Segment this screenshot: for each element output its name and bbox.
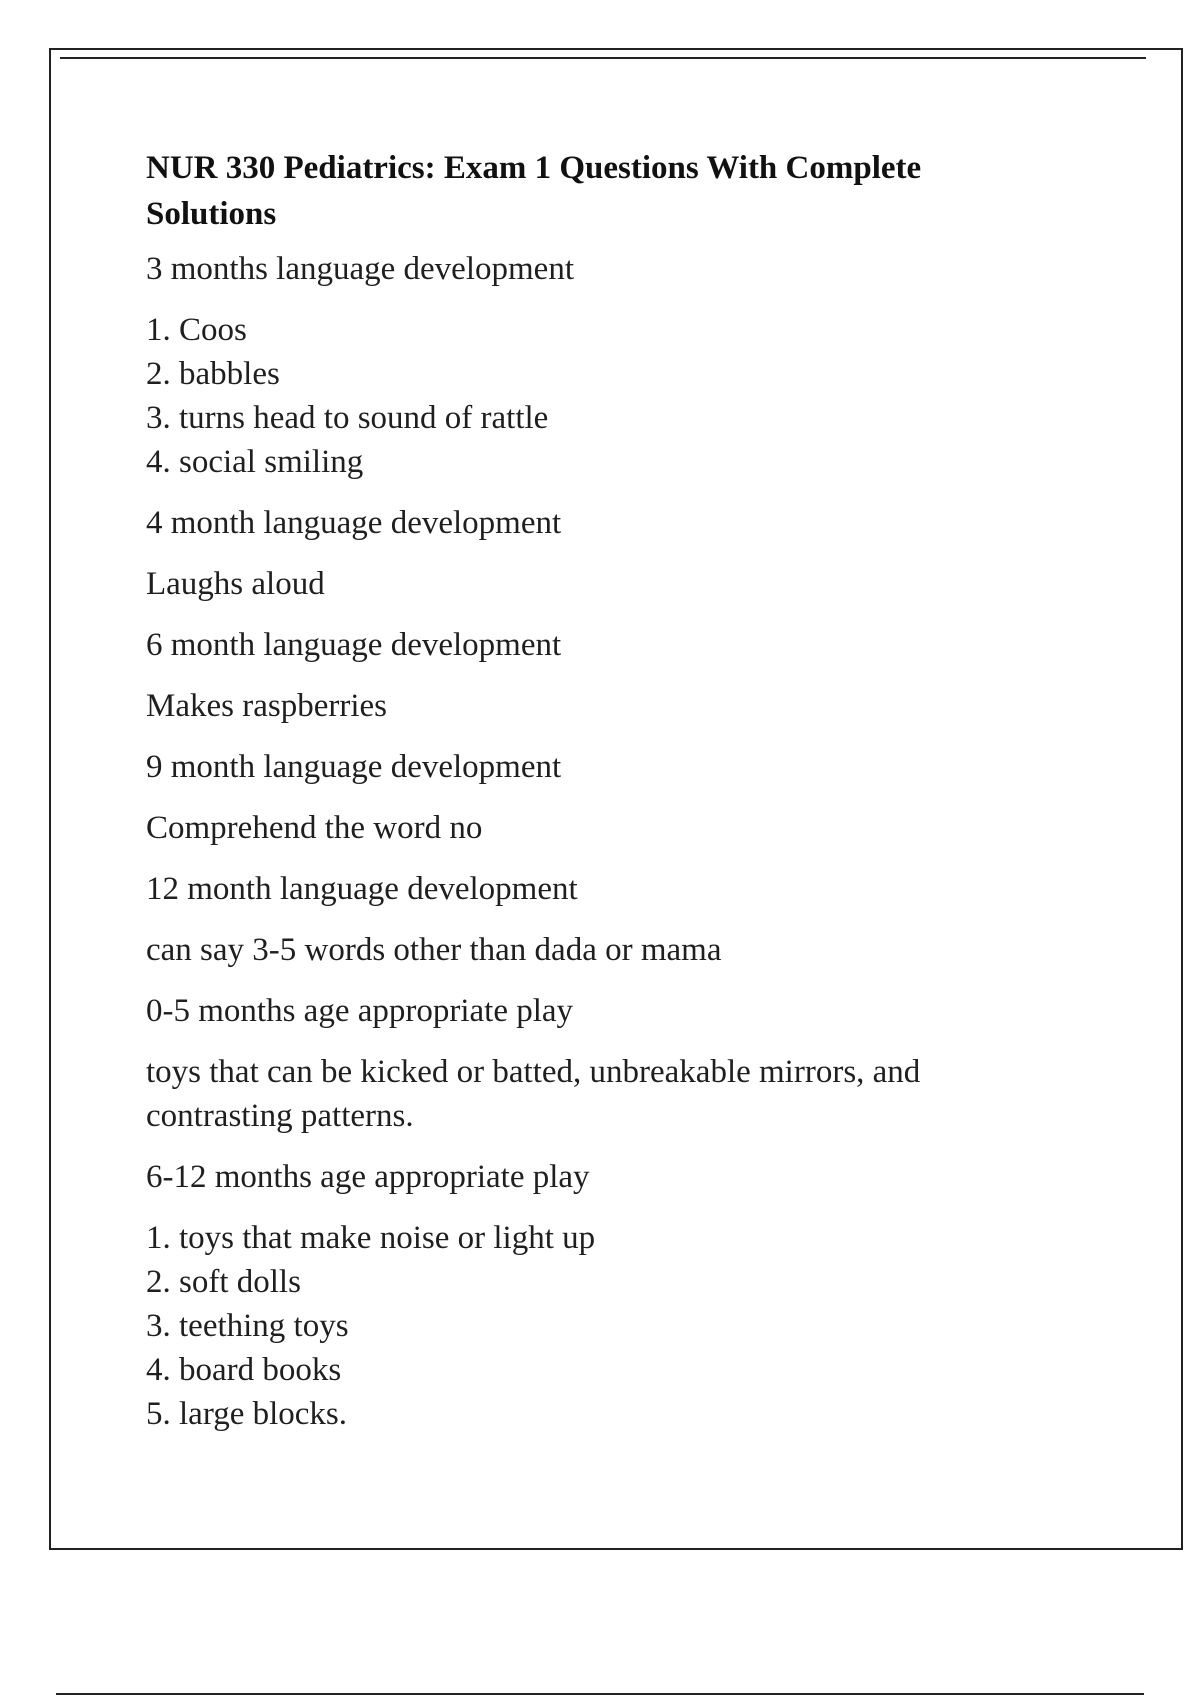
answer-list-item: 1. toys that make noise or light up <box>146 1220 596 1256</box>
question-text: 9 month language development <box>146 749 562 785</box>
question-text: 6 month language development <box>146 627 562 663</box>
answer-list-item: 2. babbles <box>146 356 280 392</box>
answer-text: Makes raspberries <box>146 688 387 724</box>
answer-list-item: 2. soft dolls <box>146 1264 301 1300</box>
top-rule <box>60 57 1146 59</box>
question-text: 4 month language development <box>146 505 562 541</box>
answer-list-item: 5. large blocks. <box>146 1396 348 1432</box>
question-text: 6-12 months age appropriate play <box>146 1159 590 1195</box>
answer-list-item: 3. teething toys <box>146 1308 349 1344</box>
answer-list-item: 3. turns head to sound of rattle <box>146 400 549 436</box>
answer-text: toys that can be kicked or batted, unbreakable mirrors, and contrasting patterns. <box>146 1054 921 1134</box>
answer-list-item: 1. Coos <box>146 312 247 348</box>
question-text: 0-5 months age appropriate play <box>146 993 574 1029</box>
qa-section <box>146 247 1046 1436</box>
answer-text: can say 3-5 words other than dada or mama <box>146 932 722 968</box>
answer-text: Laughs aloud <box>146 566 325 602</box>
bottom-rule <box>56 1693 1144 1695</box>
answer-list <box>146 1216 1046 1436</box>
answer-text: Comprehend the word no <box>146 810 483 846</box>
answer-list-item: 4. social smiling <box>146 444 364 480</box>
document-title: NUR 330 Pediatrics: Exam 1 Questions With Complete Solutions <box>146 150 922 232</box>
document-content <box>146 145 1046 1453</box>
question-text: 12 month language development <box>146 871 578 907</box>
answer-list-item: 4. board books <box>146 1352 342 1388</box>
answer-list <box>146 308 1046 484</box>
question-text: 3 months language development <box>146 251 574 287</box>
